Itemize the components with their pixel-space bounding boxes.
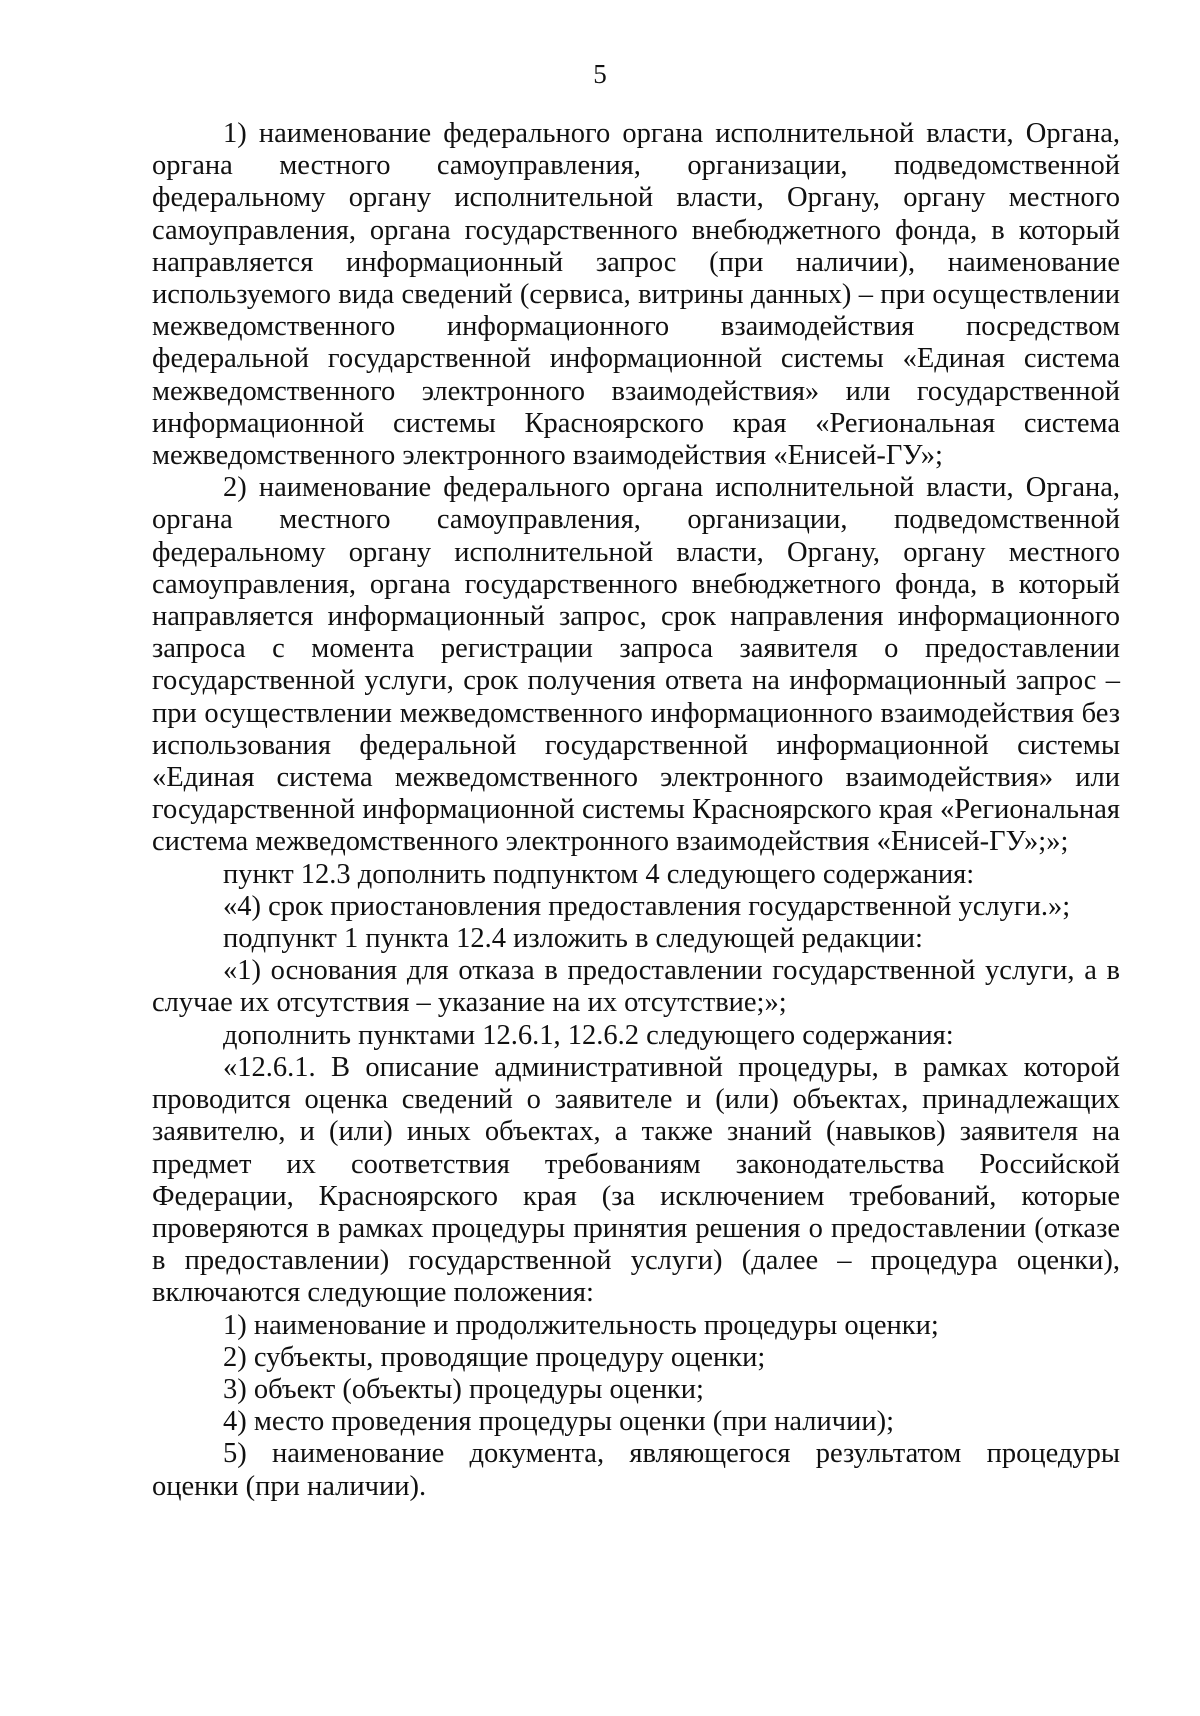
paragraph-amend-12-4: подпункт 1 пункта 12.4 изложить в следующей редакции: [223, 923, 923, 955]
list-item-5: 5) наименование документа, являющегося результатом процедуры оценки (при наличии). [152, 1438, 1120, 1502]
document-body [152, 118, 1120, 1503]
paragraph-amend-12-3: пункт 12.3 дополнить подпунктом 4 следующего содержания: [223, 858, 975, 890]
paragraph-amend-12-6: дополнить пунктами 12.6.1, 12.6.2 следующего содержания: [223, 1019, 954, 1051]
page-number: 5 [593, 59, 607, 89]
list-item-2: 2) субъекты, проводящие процедуру оценки; [223, 1341, 766, 1373]
list-item-4: 4) место проведения процедуры оценки (при наличии); [223, 1406, 894, 1438]
paragraph-item-2: 2) наименование федерального органа исполнительной власти, Органа, органа местного самоуправления, организации, подведомственной федеральному органу исполнительной власти, Органу, органу местного самоуправления, органа государственного внебюджетного фонда, в который направляется информационный запрос, срок направления информационного запроса с момента регистрации запроса заявителя о предоставлении государственной услуги, срок получения ответа на информационный запрос – при осуществлении межведомственного информационного взаимодействия без использования федеральной государственной информационной системы «Единая система межведомственного электронного взаимодействия» или государственной информационной системы Красноярского края «Региональная система межведомственного электронного взаимодействия «Енисей-ГУ»;»; [152, 472, 1120, 858]
paragraph-12-6-1: «12.6.1. В описание административной процедуры, в рамках которой проводится оценка сведений о заявителе и (или) объектах, принадлежащих заявителю, и (или) иных объектах, а также знаний (навыков) заявителя на предмет их соответствия требованиям законодательства Российской Федерации, Красноярского края (за исключением требований, которые проверяются в рамках процедуры принятия решения о предоставлении (отказе в предоставлении) государственной услуги) (далее – процедура оценки), включаются следующие положения: [152, 1051, 1120, 1309]
paragraph-quote-1: «1) основания для отказа в предоставлении государственной услуги, а в случае их отсутствия – указание на их отсутствие;»; [152, 955, 1120, 1019]
paragraph-item-1: 1) наименование федерального органа исполнительной власти, Органа, органа местного самоуправления, организации, подведомственной федеральному органу исполнительной власти, Органу, органу местного самоуправления, органа государственного внебюджетного фонда, в который направляется информационный запрос (при наличии), наименование используемого вида сведений (сервиса, витрины данных) – при осуществлении межведомственного информационного взаимодействия посредством федеральной государственной информационной системы «Единая система межведомственного электронного взаимодействия» или государственной информационной системы Красноярского края «Региональная система межведомственного электронного взаимодействия «Енисей-ГУ»; [152, 118, 1120, 472]
list-item-3: 3) объект (объекты) процедуры оценки; [223, 1373, 704, 1405]
paragraph-quote-4: «4) срок приостановления предоставления государственной услуги.»; [223, 890, 1071, 922]
list-item-1: 1) наименование и продолжительность процедуры оценки; [223, 1309, 939, 1341]
